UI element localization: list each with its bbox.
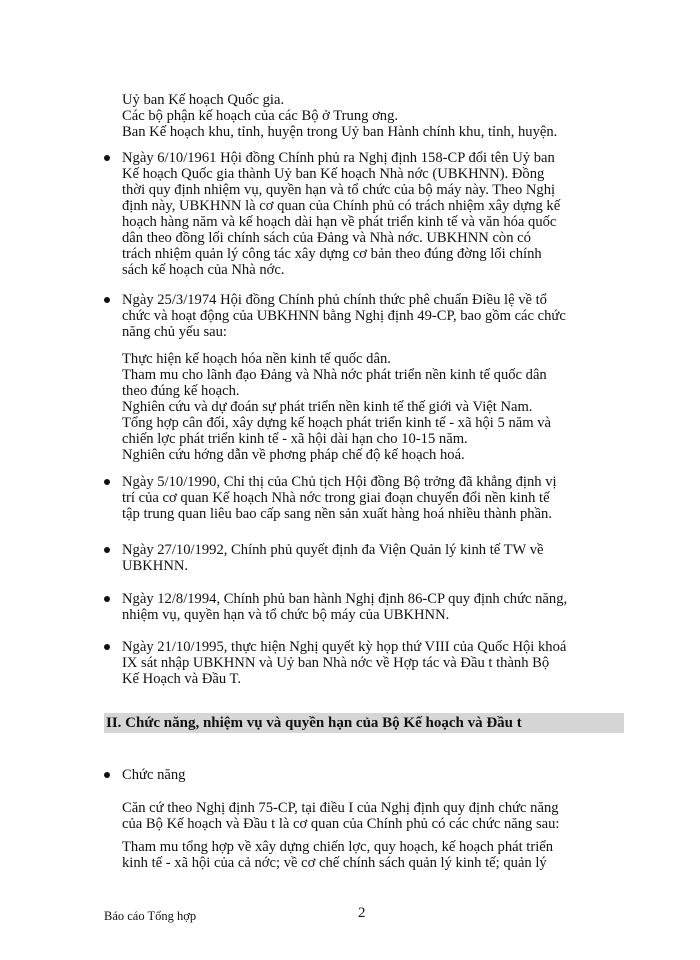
- bullet-icon: [104, 297, 110, 303]
- bullet-icon: [104, 479, 110, 485]
- text-line: Tham mu cho lãnh đạo Đảng và Nhà nớc phát triển nền kinh tế quốc dân: [122, 367, 547, 383]
- intro-paragraph: [122, 92, 642, 140]
- text-line: Các bộ phận kế hoạch của các Bộ ở Trung ơng.: [122, 108, 399, 124]
- bullet-icon: [104, 547, 110, 553]
- text-line: Ban Kế hoạch khu, tỉnh, huyện trong Uỷ ban Hành chính khu, tỉnh, huyện.: [122, 124, 558, 140]
- text-line: trách nhiệm quản lý công tác xây dựng cơ bản theo đúng đờng lối chính: [122, 246, 542, 262]
- text-line: theo đúng kế hoạch.: [122, 383, 240, 399]
- text-line: Căn cứ theo Nghị định 75-CP, tại điều I của Nghị định quy định chức năng: [122, 800, 559, 816]
- text-line: chức và hoạt động của UBKHNN bằng Nghị định 49-CP, bao gồm các chức: [122, 308, 566, 324]
- footer-text: Báo cáo Tổng hợp: [104, 909, 197, 923]
- text-line: tập trung quan liêu bao cấp sang nền sản xuất hàng hoá nhiều thành phần.: [122, 506, 552, 522]
- chuc-nang-paragraph: [122, 800, 642, 832]
- functions-list-1974: [122, 351, 642, 463]
- bullet-item-chuc-nang: [104, 767, 644, 783]
- text-line: Tổng hợp cân đối, xây dựng kế hoạch phát triển kinh tế - xã hội 5 năm và: [122, 415, 552, 431]
- text-line: Ngày 5/10/1990, Chỉ thị của Chủ tịch Hội đồng Bộ trởng đã khẳng định vị: [122, 474, 557, 490]
- bullet-icon: [104, 644, 110, 650]
- text-line: Ngày 12/8/1994, Chính phủ ban hành Nghị định 86-CP quy định chức năng,: [122, 591, 568, 607]
- bullet-icon: [104, 596, 110, 602]
- text-line: thời quy định nhiệm vụ, quyền hạn và tổ chức của bộ máy này. Theo Nghị: [122, 182, 556, 198]
- text-line: sách kế hoạch của Nhà nớc.: [122, 262, 285, 278]
- text-line: Kế Hoạch và Đầu T.: [122, 671, 242, 687]
- text-line: kinh tế - xã hội của cả nớc; về cơ chế chính sách quản lý kinh tế; quản lý: [122, 855, 547, 871]
- bullet-item-1992: [104, 542, 644, 574]
- text-line: Ngày 25/3/1974 Hội đồng Chính phủ chính thức phê chuẩn Điều lệ về tổ: [122, 292, 547, 308]
- bullet-item-1990: [104, 474, 644, 522]
- text-line: chiến lợc phát triển kinh tế - xã hội dài hạn cho 10-15 năm.: [122, 431, 468, 447]
- text-line: năng chủ yếu sau:: [122, 324, 227, 340]
- text-line: Kế hoạch Quốc gia thành Uỷ ban Kế hoạch Nhà nớc (UBKHNN). Đồng: [122, 166, 545, 182]
- text-line: Nghiên cứu hớng dẫn về phơng pháp chế độ kế hoạch hoá.: [122, 447, 465, 463]
- text-line: Ngày 21/10/1995, thực hiện Nghị quyết kỳ họp thứ VIII của Quốc Hội khoá: [122, 639, 567, 655]
- bullet-item-1995: [104, 639, 644, 687]
- bullet-item-1961: [104, 150, 644, 278]
- text-line: Ngày 6/10/1961 Hội đồng Chính phủ ra Nghị định 158-CP đổi tên Uỷ ban: [122, 150, 555, 166]
- text-line: dân theo đồng lối chính sách của Đảng và Nhà nớc. UBKHNN còn có: [122, 230, 531, 246]
- text-line: của Bộ Kế hoạch và Đầu t là cơ quan của Chính phủ có các chức năng sau:: [122, 816, 560, 832]
- bullet-item-1994: [104, 591, 644, 623]
- bullet-icon: [104, 772, 110, 778]
- text-line: UBKHNN.: [122, 558, 189, 574]
- text-line: Nghiên cứu và dự đoán sự phát triển nền kinh tế thế giới và Việt Nam.: [122, 399, 533, 415]
- bullet-icon: [104, 155, 110, 161]
- bullet-item-1974: [104, 292, 644, 340]
- text-line: Ngày 27/10/1992, Chính phủ quyết định đa Viện Quản lý kinh tế TW về: [122, 542, 544, 558]
- text-line: hoạch hàng năm và kế hoạch dài hạn về phát triển kinh tế và văn hóa quốc: [122, 214, 557, 230]
- section-heading: II. Chức năng, nhiệm vụ và quyền hạn của Bộ Kế hoạch và Đầu t: [104, 713, 624, 733]
- text-line: trí của cơ quan Kế hoạch Nhà nớc trong giai đoạn chuyển đổi nền kinh tế: [122, 490, 550, 506]
- text-line: nhiệm vụ, quyền hạn và tổ chức bộ máy của UBKHNN.: [122, 607, 450, 623]
- text-line: IX sát nhập UBKHNN và Uỷ ban Nhà nớc về Hợp tác và Đầu t thành Bộ: [122, 655, 550, 671]
- text-line: Uỷ ban Kế hoạch Quốc gia.: [122, 92, 285, 108]
- page-number: 2: [358, 905, 366, 921]
- tham-muu-paragraph: [122, 839, 642, 871]
- text-line: Thực hiện kế hoạch hóa nền kinh tế quốc dân.: [122, 351, 391, 367]
- text-line: định này, UBKHNN là cơ quan của Chính phủ có trách nhiệm xây dựng kế: [122, 198, 561, 214]
- text-line: Tham mu tổng hợp về xây dựng chiến lợc, quy hoạch, kế hoạch phát triển: [122, 839, 554, 855]
- text-line: Chức năng: [122, 767, 186, 783]
